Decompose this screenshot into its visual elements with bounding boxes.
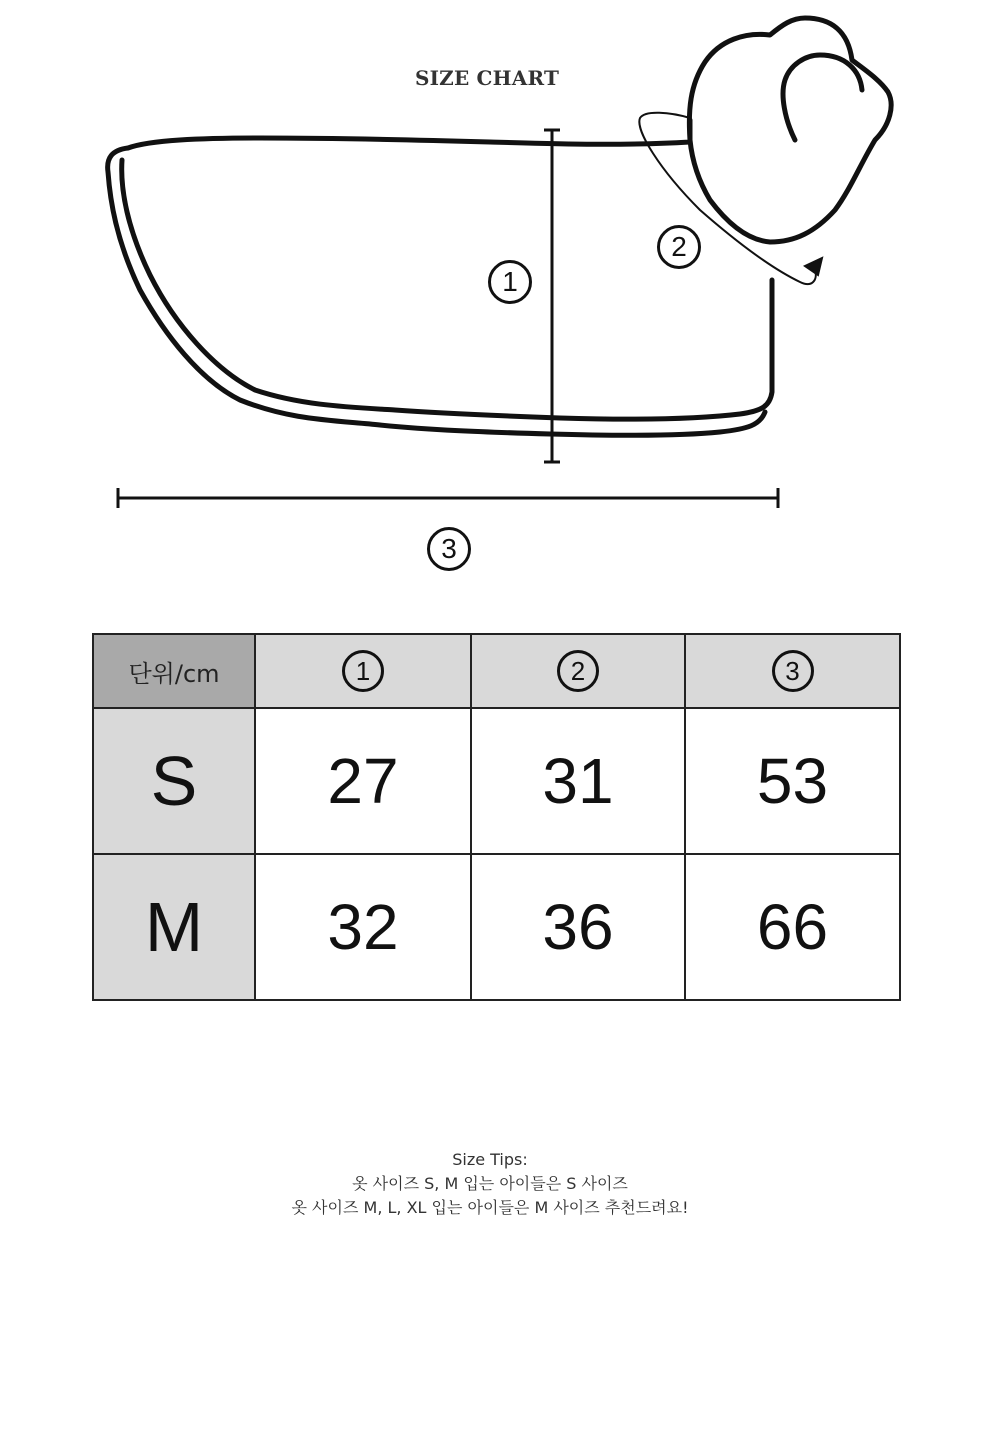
- unit-cell: 단위/cm: [93, 634, 255, 708]
- measure-label-2: 2: [657, 225, 701, 269]
- table-row: [93, 854, 900, 1000]
- neck-arrow-head: [805, 258, 822, 275]
- measure-label-1: 1: [488, 260, 532, 304]
- value-cell: 53: [685, 708, 900, 854]
- table-row: [93, 708, 900, 854]
- size-tips: [100, 1148, 880, 1220]
- size-tips-line-1: 옷 사이즈 S, M 입는 아이들은 S 사이즈: [352, 1174, 628, 1193]
- size-table: [92, 633, 901, 1001]
- garment-outer-outline: [108, 148, 765, 435]
- size-label-cell: S: [93, 708, 255, 854]
- value-cell: 31: [471, 708, 685, 854]
- header-cell-1: 1: [255, 634, 471, 708]
- table-header-row: [93, 634, 900, 708]
- page-title: SIZE CHART: [414, 66, 560, 90]
- header-cell-3: 3: [685, 634, 900, 708]
- size-label-cell: M: [93, 854, 255, 1000]
- value-cell: 32: [255, 854, 471, 1000]
- size-tips-line-2: 옷 사이즈 M, L, XL 입는 아이들은 M 사이즈 추천드려요!: [291, 1198, 689, 1217]
- measure-label-3: 3: [427, 527, 471, 571]
- value-cell: 66: [685, 854, 900, 1000]
- dog-ear: [783, 55, 862, 140]
- value-cell: 36: [471, 854, 685, 1000]
- value-cell: 27: [255, 708, 471, 854]
- garment-inner-outline: [122, 120, 772, 419]
- size-tips-heading: Size Tips:: [452, 1150, 528, 1169]
- header-cell-2: 2: [471, 634, 685, 708]
